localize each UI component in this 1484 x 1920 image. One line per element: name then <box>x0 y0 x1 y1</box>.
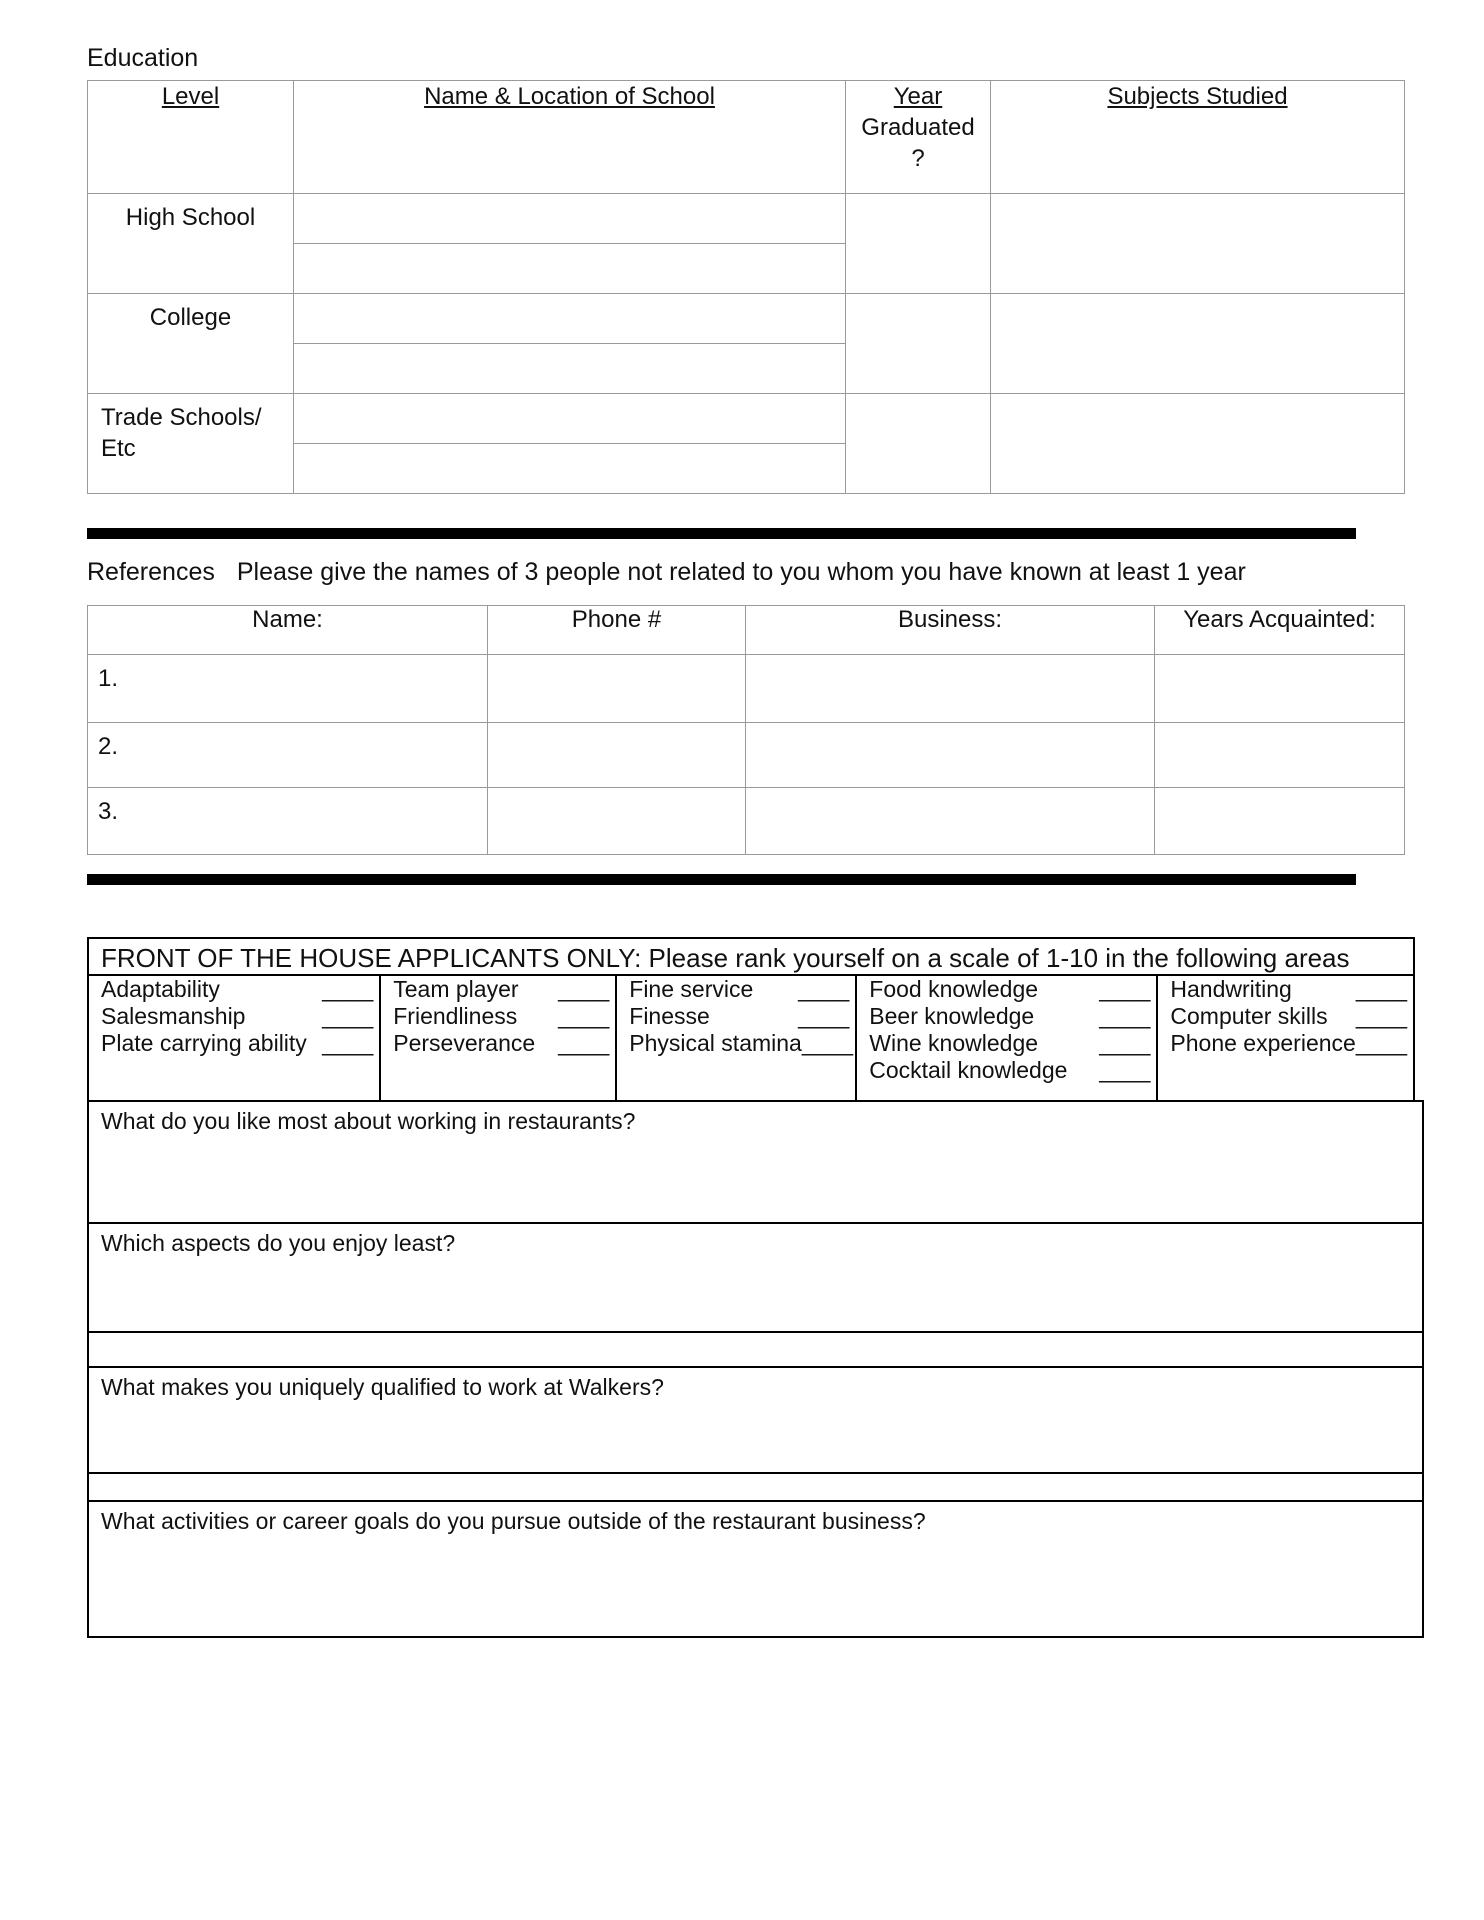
subjects-input-trade[interactable] <box>991 394 1405 494</box>
rank-label: Phone experience <box>1170 1030 1356 1056</box>
ref-phone-input-1[interactable] <box>488 655 746 723</box>
year-input-college[interactable] <box>846 294 991 394</box>
rank-label: Fine service <box>629 976 754 1002</box>
subjects-input-college[interactable] <box>991 294 1405 394</box>
rank-item[interactable] <box>393 976 615 1003</box>
ref-years-input-3[interactable] <box>1155 788 1405 855</box>
spacer-box-1 <box>87 1331 1424 1368</box>
education-table <box>87 80 1405 494</box>
header-year: Year <box>893 83 943 110</box>
header-graduated: Graduated <box>861 114 975 141</box>
header-ref-phone: Phone # <box>488 606 746 655</box>
subjects-input-high-school[interactable] <box>991 194 1405 294</box>
rank-item[interactable] <box>1170 1003 1413 1030</box>
header-school: Name & Location of School <box>294 81 846 194</box>
rank-item[interactable] <box>869 976 1156 1003</box>
rank-item[interactable] <box>629 976 855 1003</box>
level-trade-schools <box>88 394 294 494</box>
front-of-house-title: FRONT OF THE HOUSE APPLICANTS ONLY: Please rank yourself on a scale of 1-10 in the following areas <box>101 943 1350 973</box>
question-box-activities[interactable] <box>87 1500 1424 1638</box>
rank-label: Adaptability <box>101 976 220 1002</box>
rank-item[interactable] <box>393 1003 615 1030</box>
section-divider-2 <box>87 874 1356 885</box>
school-input-trade-2[interactable] <box>294 444 846 494</box>
header-ref-business: Business: <box>746 606 1155 655</box>
rank-blank[interactable]: ____ <box>1099 976 1151 1002</box>
rank-columns <box>89 974 1413 1100</box>
rank-blank[interactable]: ____ <box>1355 1030 1407 1056</box>
ref-phone-input-2[interactable] <box>488 723 746 788</box>
question-box-qualified[interactable] <box>87 1366 1424 1474</box>
rank-column-4 <box>857 976 1158 1100</box>
section-divider-1 <box>87 528 1356 539</box>
rank-label: Physical stamina <box>629 1030 802 1056</box>
year-input-high-school[interactable] <box>846 194 991 294</box>
rank-blank[interactable]: ____ <box>1099 1057 1151 1083</box>
rank-item[interactable] <box>1170 976 1413 1003</box>
front-of-house-box <box>87 937 1415 1102</box>
level-trade-schools-line1: Trade Schools/ <box>101 404 262 431</box>
ref-years-input-2[interactable] <box>1155 723 1405 788</box>
header-level: Level <box>88 81 294 194</box>
rank-item[interactable] <box>101 976 379 1003</box>
question-box-enjoy-least[interactable] <box>87 1222 1424 1333</box>
header-ref-name: Name: <box>88 606 488 655</box>
rank-item[interactable] <box>101 1003 379 1030</box>
header-question-mark: ? <box>911 145 925 172</box>
ref-business-input-2[interactable] <box>746 723 1155 788</box>
rank-label: Perseverance <box>393 1030 536 1056</box>
rank-label: Salesmanship <box>101 1003 246 1029</box>
rank-column-3 <box>617 976 857 1100</box>
rank-blank[interactable]: ____ <box>322 1030 374 1056</box>
question-qualified: What makes you uniquely qualified to work at Walkers? <box>101 1374 664 1400</box>
year-input-trade[interactable] <box>846 394 991 494</box>
rank-blank[interactable]: ____ <box>322 976 374 1002</box>
school-input-trade-1[interactable] <box>294 394 846 444</box>
rank-label: Computer skills <box>1170 1003 1328 1029</box>
question-like-most: What do you like most about working in restaurants? <box>101 1108 636 1134</box>
level-trade-schools-line2: Etc <box>101 435 136 462</box>
rank-item[interactable] <box>629 1003 855 1030</box>
level-college: College <box>88 294 294 394</box>
rank-label: Handwriting <box>1170 976 1292 1002</box>
rank-item[interactable] <box>629 1030 855 1057</box>
ref-business-input-1[interactable] <box>746 655 1155 723</box>
rank-item[interactable] <box>393 1030 615 1057</box>
rank-label: Plate carrying ability <box>101 1030 307 1056</box>
references-instructions: Please give the names of 3 people not related to you whom you have known at least 1 year <box>236 558 1246 586</box>
references-table <box>87 605 1405 855</box>
header-ref-years: Years Acquainted: <box>1155 606 1405 655</box>
references-title: References <box>87 558 215 586</box>
ref-business-input-3[interactable] <box>746 788 1155 855</box>
rank-blank[interactable]: ____ <box>798 976 850 1002</box>
rank-blank[interactable]: ____ <box>798 1003 850 1029</box>
rank-blank[interactable]: ____ <box>1355 976 1407 1002</box>
level-high-school: High School <box>88 194 294 294</box>
spacer-box-2 <box>87 1472 1424 1502</box>
rank-label: Cocktail knowledge <box>869 1057 1068 1083</box>
school-input-college-2[interactable] <box>294 344 846 394</box>
ref-phone-input-3[interactable] <box>488 788 746 855</box>
rank-column-1 <box>89 976 381 1100</box>
rank-blank[interactable]: ____ <box>322 1003 374 1029</box>
rank-item[interactable] <box>1170 1030 1413 1057</box>
rank-label: Friendliness <box>393 1003 518 1029</box>
rank-blank[interactable]: ____ <box>558 1030 610 1056</box>
rank-label: Team player <box>393 976 519 1002</box>
school-input-college-1[interactable] <box>294 294 846 344</box>
question-enjoy-least: Which aspects do you enjoy least? <box>101 1230 456 1256</box>
ref-name-input-1[interactable]: 1. <box>88 655 488 723</box>
rank-item[interactable] <box>869 1003 1156 1030</box>
rank-column-2 <box>381 976 617 1100</box>
rank-blank[interactable]: ____ <box>1099 1030 1151 1056</box>
rank-blank[interactable]: ____ <box>801 1030 854 1056</box>
rank-label: Finesse <box>629 1003 710 1029</box>
school-input-high-school-2[interactable] <box>294 244 846 294</box>
rank-blank[interactable]: ____ <box>1099 1003 1151 1029</box>
rank-label: Wine knowledge <box>869 1030 1039 1056</box>
rank-column-5 <box>1158 976 1413 1100</box>
rank-item[interactable] <box>869 1030 1156 1057</box>
education-title: Education <box>87 44 199 72</box>
question-activities: What activities or career goals do you pursue outside of the restaurant business? <box>101 1508 926 1534</box>
school-input-high-school-1[interactable] <box>294 194 846 244</box>
question-box-like-most[interactable] <box>87 1100 1424 1224</box>
rank-item[interactable] <box>101 1030 379 1057</box>
rank-blank[interactable]: ____ <box>558 976 610 1002</box>
rank-blank[interactable]: ____ <box>558 1003 610 1029</box>
ref-name-input-3[interactable]: 3. <box>88 788 488 855</box>
rank-blank[interactable]: ____ <box>1355 1003 1407 1029</box>
rank-item[interactable] <box>869 1057 1156 1084</box>
rank-label: Beer knowledge <box>869 1003 1035 1029</box>
ref-name-input-2[interactable]: 2. <box>88 723 488 788</box>
references-heading <box>87 558 1246 587</box>
header-subjects: Subjects Studied <box>991 81 1405 194</box>
rank-label: Food knowledge <box>869 976 1039 1002</box>
header-year-graduated <box>846 81 991 194</box>
ref-years-input-1[interactable] <box>1155 655 1405 723</box>
